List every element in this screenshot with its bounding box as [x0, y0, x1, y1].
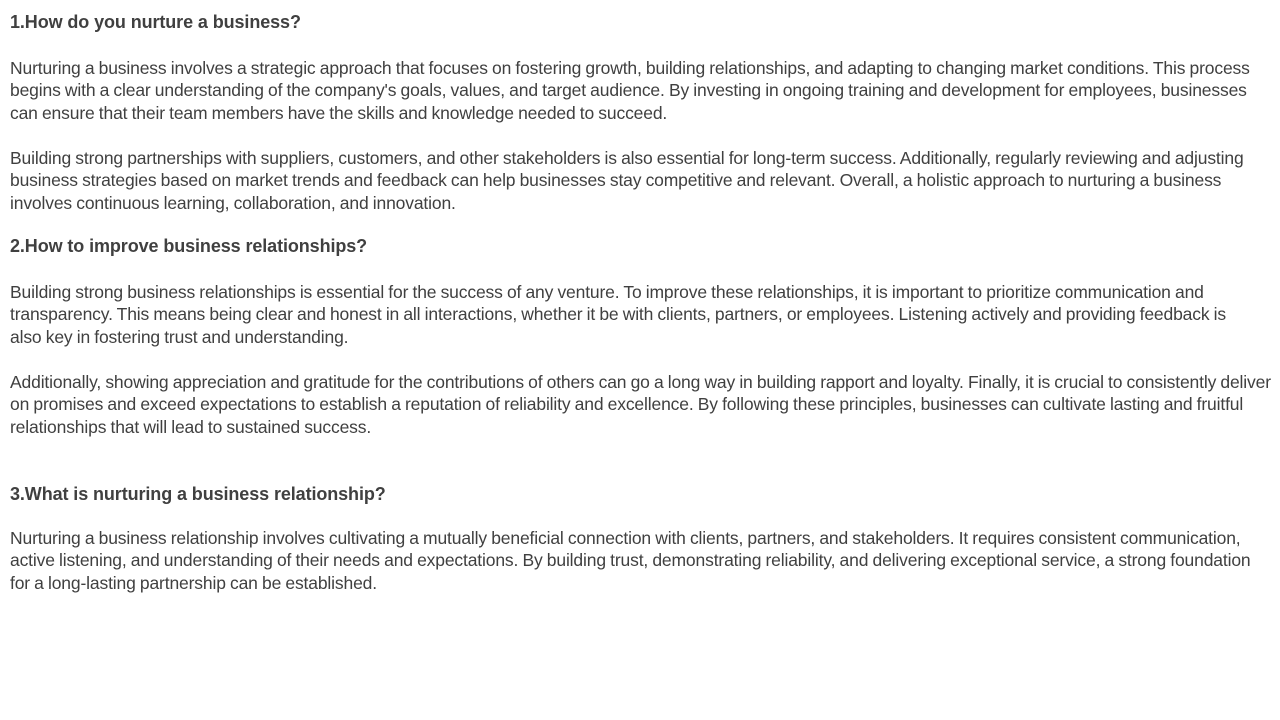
section-1-heading: 1.How do you nurture a business?: [10, 12, 301, 32]
section-2-heading: 2.How to improve business relationships?: [10, 236, 368, 256]
section-3-paragraph-1: Nurturing a business relationship involves cultivating a mutually beneficial connection with clients, partners, and stakeholders. It requires consistent communication, active listening, and understanding of their needs and expectations. By building trust, demonstrating reliability, and delivering exceptional service, a strong foundation for a long-lasting partnership can be established.: [10, 528, 1251, 593]
section-2-paragraph-1: Building strong business relationships is essential for the success of any venture. To improve these relationships, it is important to prioritize communication and transparency. This means being clear and honest in all interactions, whether it be with clients, partners, or employees. Listening actively and providing feedback is also key in fostering trust and understanding.: [10, 282, 1227, 347]
section-1-paragraph-2: Building strong partnerships with suppliers, customers, and other stakeholders is also essential for long-term success. Additionally, regularly reviewing and adjusting business strategies based on market trends and feedback can help businesses stay competitive and relevant. Overall, a holistic approach to nurturing a business involves continuous learning, collaboration, and innovation.: [10, 148, 1244, 213]
section-2-paragraph-2: Additionally, showing appreciation and gratitude for the contributions of others can go a long way in building rapport and loyalty. Finally, it is crucial to consistently deliver on promises and exceed expectations to establish a reputation of reliability and excellence. By following these principles, businesses can cultivate lasting and fruitful relationships that will lead to sustained success.: [10, 372, 1271, 437]
section-3-heading: 3.What is nurturing a business relationship?: [10, 484, 386, 504]
section-1-paragraph-1: Nurturing a business involves a strategic approach that focuses on fostering growth, building relationships, and adapting to changing market conditions. This process begins with a clear understanding of the company's goals, values, and target audience. By investing in ongoing training and development for employees, businesses can ensure that their team members have the skills and knowledge needed to succeed.: [10, 58, 1250, 123]
